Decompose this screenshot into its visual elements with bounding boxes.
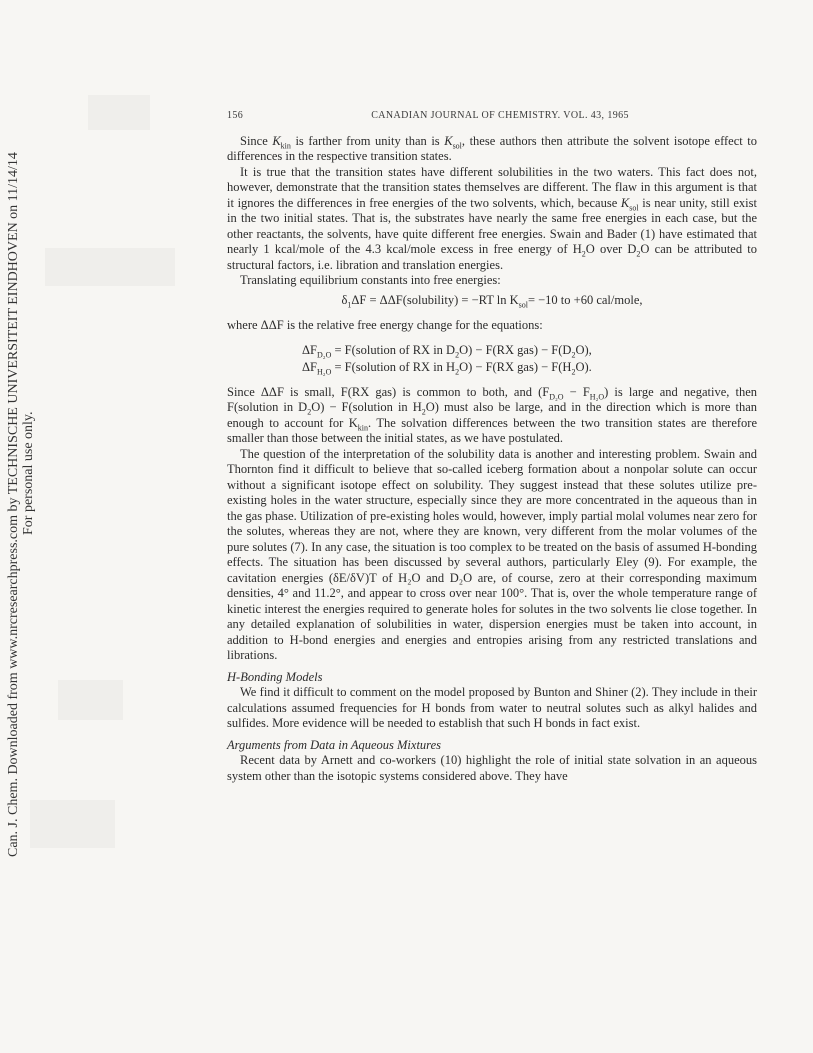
section-heading: H-Bonding Models [227,669,323,684]
paragraph: Since ΔΔF is small, F(RX gas) is common to both, and $(F_{D_2O} - F_{H_2O})$ is large and negative, then F(solution in $D_2O$) − F(solution in $H_2O$) must also be large, and in the direction which is more than enough to account for $K_{kin}$. The solvation differences between the two transition states are therefore smaller than those between the initial states, as we have postulated. [227,384,757,445]
equation: $\Delta F_{H_2O}$ = F(solution of RX in $H_2O) - F(RX$ $gas) - F(H_2O)$. [302,360,592,377]
download-notice [6,152,36,857]
paragraph: Since $K_{kin}$ is farther from unity than is $K_{sol}$, these authors then attribute the solvent isotope effect to differences in the respective transition states. [227,133,758,163]
page-number: 156 [227,110,244,121]
download-notice-line: Can. J. Chem. Downloaded from www.nrcresearchpress.com by TECHNISCHE UNIVERSITEIT EINDHOVEN on 11/14/14 [6,152,21,857]
equation: $\Delta F_{D_2O}$ = F(solution of RX in $D_2O) - F(RX$ $gas) - F(D_2O)$, [302,342,592,359]
journal-page [227,108,757,784]
scan-artifact [30,800,115,848]
scan-artifact [58,680,123,720]
scan-artifact [88,95,150,130]
paragraph: It is true that the transition states have different solubilities in the two waters. This fact does not, however, demonstrate that the transition states themselves are different. The flaw in this argument is that it ignores the differences in free energies of the two solvents, which, because $K_{sol}$ is near unity, still exist in the two initial states. That is, the substrates have nearly the same free energies in each case, but the other reactants, the solvents, have quite different free energies. Swain and Bader (1) have estimated that nearly 1 kcal/mole of the 4.3 kcal/mole excess in free energy of $H_2O$ over $D_2O$ can be attributed to structural factors, i.e. libration and translation energies. [227,164,758,272]
paragraph: Recent data by Arnett and co-workers (10) highlight the role of initial state solvation in an aqueous system other than the isotopic systems considered above. They have [227,753,757,783]
paragraph: Translating equilibrium constants into free energies: [240,273,501,287]
paragraph: where ΔΔF is the relative free energy change for the equations: [227,318,543,332]
spacer [227,334,757,341]
scan-artifact [45,248,175,286]
equation: $\delta_1\Delta F$ = ΔΔF(solubility) = −RT $\ln K_{sol}= -10$ to +60 cal/mole, [341,292,643,309]
paragraph: We find it difficult to comment on the model proposed by Bunton and Shiner (2). They include in their calculations assumed frequencies for H bonds from water to neutral solutes such as alkyl halides and sulfides. More evidence will be needed to establish that such H bonds in fact exist. [227,685,757,730]
paragraph: The question of the interpretation of the solubility data is another and interesting problem. Swain and Thornton find it difficult to believe that so-called iceberg formation about a nonpolar solute can occur without a significant isotope effect on solubility. They suggest instead that these solutes utilize pre-existing holes in the water structure, especially since they are more concentrated in the aqueous than in the gas phase. Utilization of pre-existing holes would, however, imply partial molal volumes near zero for the solutes, whereas they are not, where they are known, very different from the molar volumes of the pure solutes (7). In any case, the situation is too complex to be treated on the basis of assumed H-bonding effects. The situation has been discussed by several authors, particularly Eley (9). For example, the cavitation energies (δE/δV)T of H₂O and D₂O are, of course, zero at their corresponding maximum densities, 4° and 11.2°, and appear to cross over near 100°. That is, over the whole temperature range of kinetic interest the energies required to generate holes for solutes in the two solvents lie close together. In any detailed explanation of solubilities in water, dispersion energies must be taken into account, in addition to H-bond energies and energies and entropies arising from any restricted translations and librations. [227,446,757,662]
running-header [227,108,757,124]
spacer [227,378,757,385]
journal-title: CANADIAN JOURNAL OF CHEMISTRY. VOL. 43, 1965 [371,110,629,121]
section-heading: Arguments from Data in Aqueous Mixtures [227,737,441,752]
personal-use-line: For personal use only. [21,411,36,535]
